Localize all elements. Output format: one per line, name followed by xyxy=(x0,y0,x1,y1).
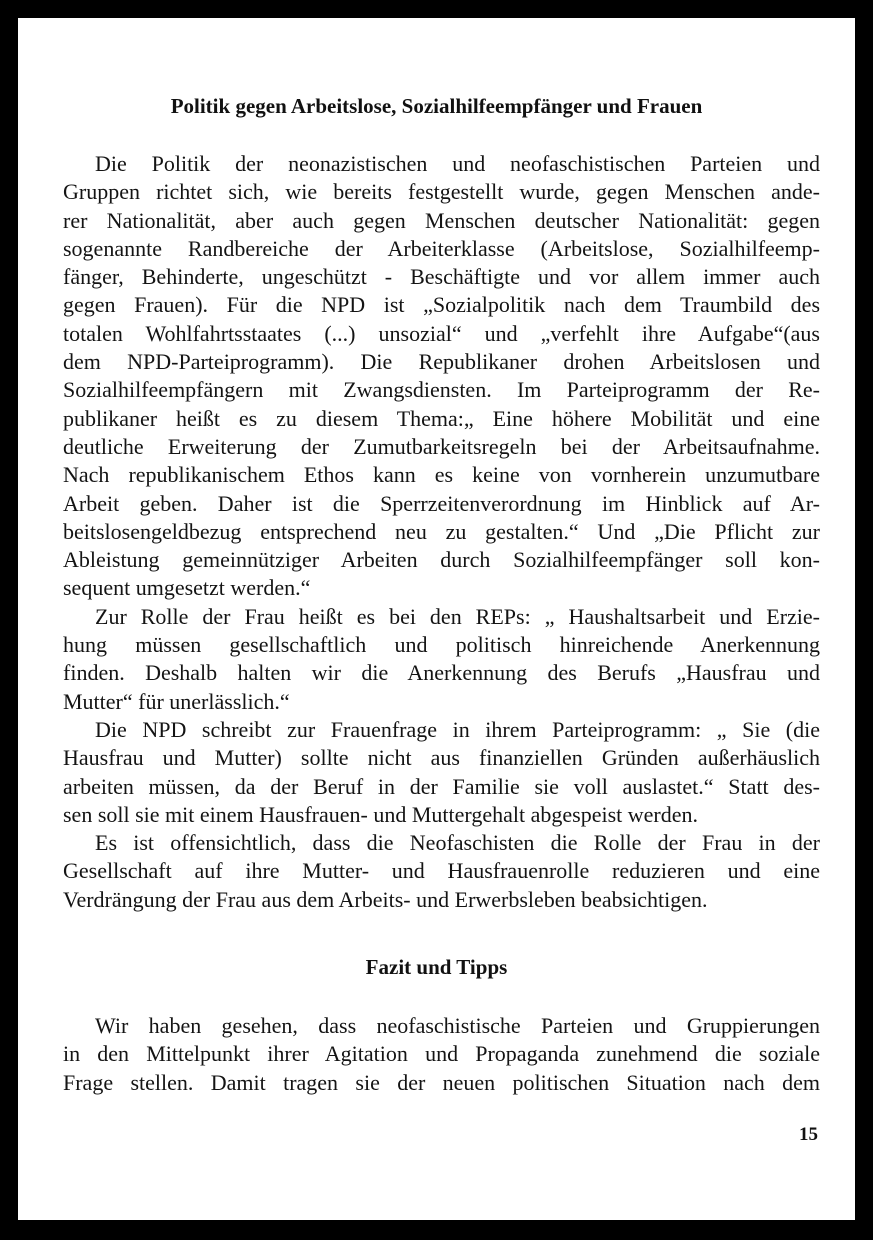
text-line: finden. Deshalb halten wir die Anerkennung des Berufs „Hausfrau und xyxy=(63,660,820,686)
text-line: Nach republikanischem Ethos kann es keine von vornherein unzumutbare xyxy=(63,462,820,488)
text-line: Gesellschaft auf ihre Mutter- und Hausfrauenrolle reduzieren und eine xyxy=(63,858,820,884)
text-line: hung müssen gesellschaftlich und politisch hinreichende Anerkennung xyxy=(63,632,820,658)
text-line: beitslosengeldbezug entsprechend neu zu gestalten.“ Und „Die Pflicht zur xyxy=(63,518,820,544)
text-line: rer Nationalität, aber auch gegen Menschen deutscher Nationalität: gegen xyxy=(63,207,820,233)
text-line: Sozialhilfeempfängern mit Zwangsdiensten. Im Parteiprogramm der Re- xyxy=(63,377,820,403)
text-line: in den Mittelpunkt ihrer Agitation und Propaganda zunehmend die soziale xyxy=(63,1041,820,1067)
text-line: sen soll sie mit einem Hausfrauen- und Muttergehalt abgespeist werden. xyxy=(63,801,698,827)
text-line: Wir haben gesehen, dass neofaschistische Parteien und Gruppierungen xyxy=(95,1013,820,1038)
document-page xyxy=(18,18,855,1220)
section-heading-politik: Politik gegen Arbeitslose, Sozialhilfeempfänger und Frauen xyxy=(170,94,703,118)
text-line: totalen Wohlfahrtsstaates (...) unsozial“ und „verfehlt ihre Aufgabe“(aus xyxy=(63,320,820,346)
page-number: 15 xyxy=(799,1124,818,1145)
text-line: deutliche Erweiterung der Zumutbarkeitsregeln bei der Arbeitsaufnahme. xyxy=(63,433,820,459)
text-line: Gruppen richtet sich, wie bereits festgestellt wurde, gegen Menschen ande- xyxy=(63,179,820,205)
text-block-fazit xyxy=(63,1012,820,1097)
text-line: Ableistung gemeinnütziger Arbeiten durch Sozialhilfeempfänger soll kon- xyxy=(63,547,820,573)
text-line: Hausfrau und Mutter) sollte nicht aus finanziellen Gründen außerhäuslich xyxy=(63,745,820,771)
text-line: sogenannte Randbereiche der Arbeiterklasse (Arbeitslose, Sozialhilfeemp- xyxy=(63,235,820,261)
text-line: Verdrängung der Frau aus dem Arbeits- und Erwerbsleben beabsichtigen. xyxy=(63,886,708,912)
text-line: Es ist offensichtlich, dass die Neofaschisten die Rolle der Frau in der xyxy=(95,830,820,856)
text-line: Zur Rolle der Frau heißt es bei den REPs: „ Haushaltsarbeit und Erzie- xyxy=(95,603,820,629)
text-line: gegen Frauen). Für die NPD ist „Sozialpolitik nach dem Traumbild des xyxy=(63,292,820,318)
text-line: Die Politik der neonazistischen und neofaschistischen Parteien und xyxy=(95,151,820,176)
text-line: dem NPD-Parteiprogramm). Die Republikaner drohen Arbeitslosen und xyxy=(63,349,820,375)
text-block-politik xyxy=(63,150,820,914)
section-heading-fazit: Fazit und Tipps xyxy=(365,955,508,979)
text-line: arbeiten müssen, da der Beruf in der Familie sie voll auslastet.“ Statt des- xyxy=(63,773,820,799)
text-line: Die NPD schreibt zur Frauenfrage in ihrem Parteiprogramm: „ Sie (die xyxy=(95,716,820,742)
text-line: fänger, Behinderte, ungeschützt - Beschäftigte und vor allem immer auch xyxy=(63,264,820,290)
text-line: sequent umgesetzt werden.“ xyxy=(63,575,311,601)
text-line: publikaner heißt es zu diesem Thema:„ Eine höhere Mobilität und eine xyxy=(63,405,820,431)
text-line: Mutter“ für unerlässlich.“ xyxy=(63,688,290,714)
text-line: Arbeit geben. Daher ist die Sperrzeitenverordnung im Hinblick auf Ar- xyxy=(63,490,820,516)
text-line: Frage stellen. Damit tragen sie der neuen politischen Situation nach dem xyxy=(63,1069,820,1095)
